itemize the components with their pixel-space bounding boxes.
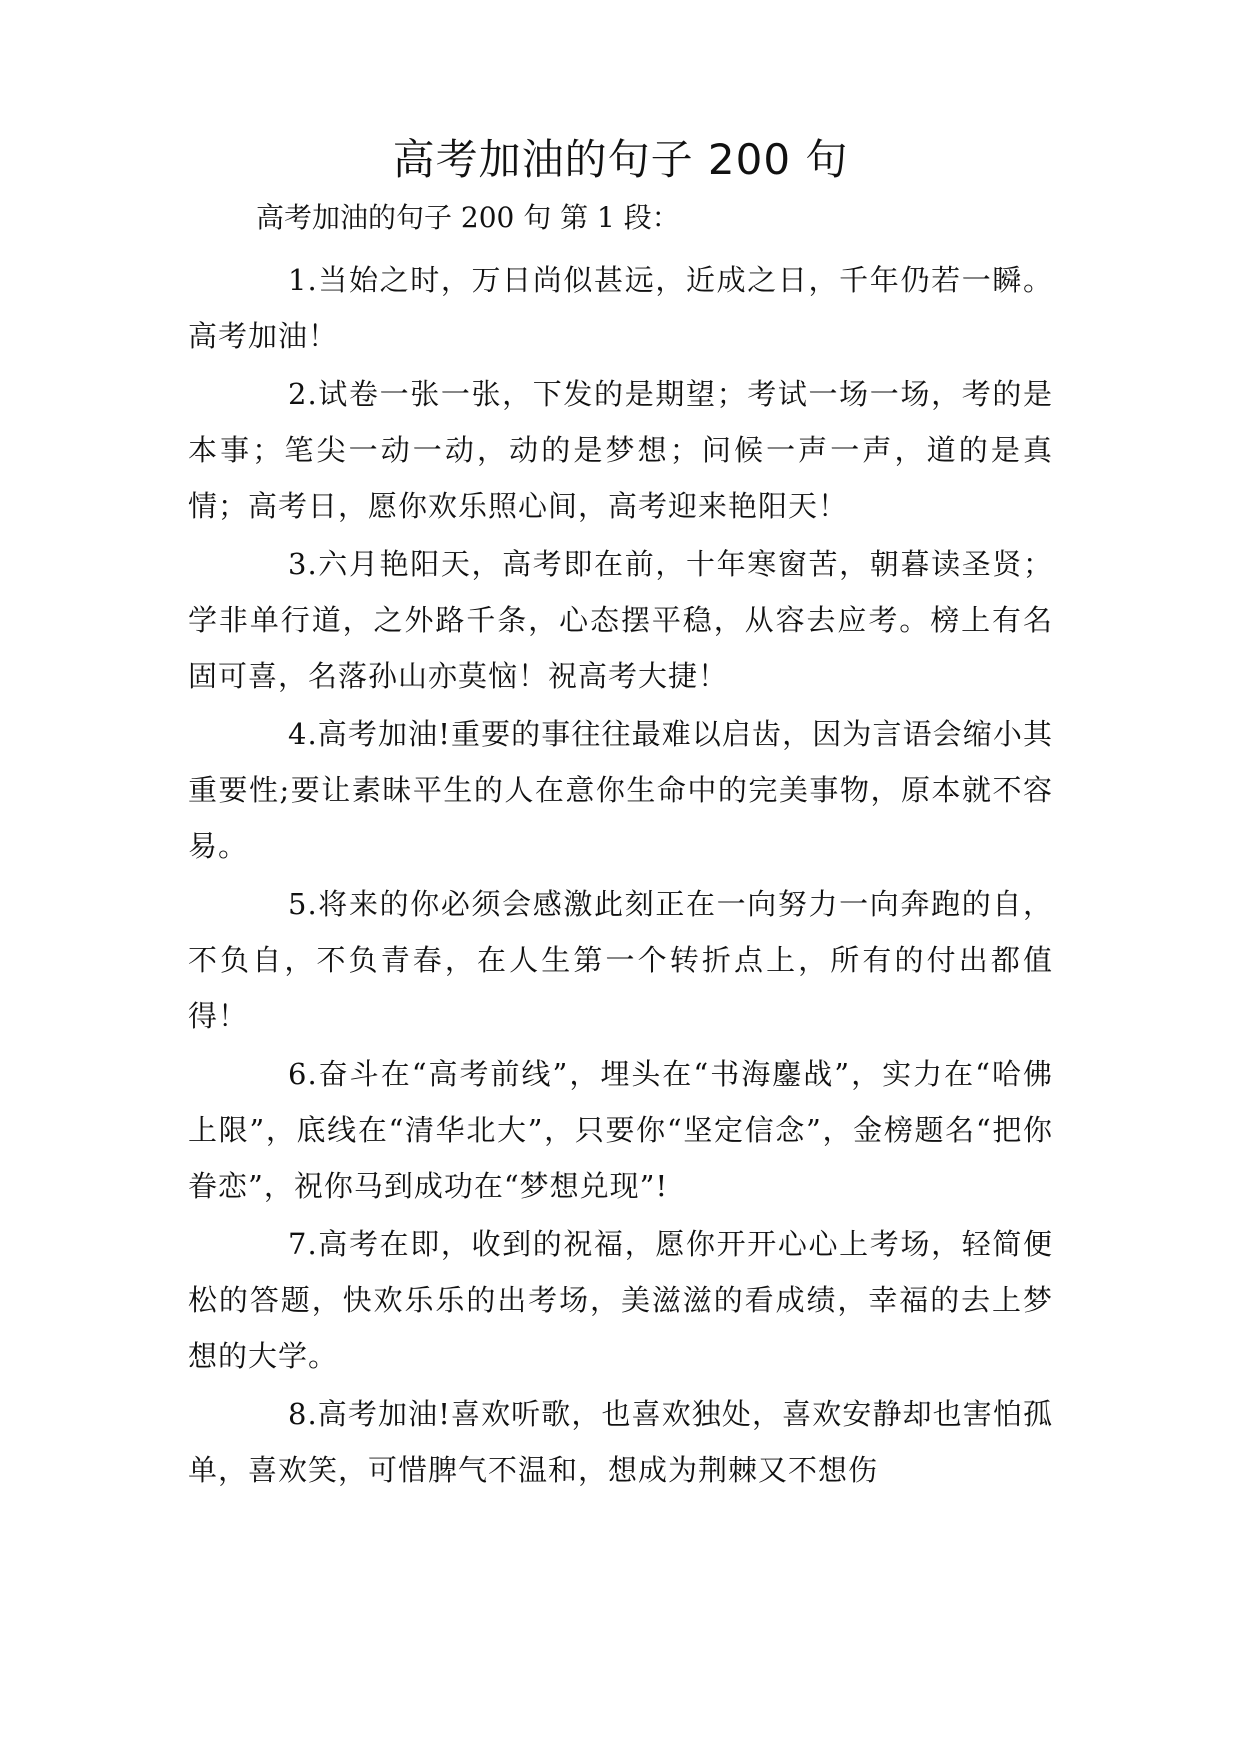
paragraph-7: 7.高考在即，收到的祝福，愿你开开心心上考场，轻简便松的答题，快欢乐乐的出考场，美滋滋的看成绩，幸福的去上梦想的大学。	[188, 1227, 1053, 1373]
paragraph-8: 8.高考加油!喜欢听歌，也喜欢独处，喜欢安静却也害怕孤单，喜欢笑，可惜脾气不温和，想成为荆棘又不想伤	[188, 1397, 1053, 1487]
paragraph-1: 1.当始之时，万日尚似甚远，近成之日，千年仍若一瞬。高考加油！	[188, 263, 1053, 353]
section-heading: 高考加油的句子 200 句 第 1 段：	[256, 201, 680, 234]
paragraph-5: 5.将来的你必须会感激此刻正在一向努力一向奔跑的自，不负自，不负青春，在人生第一个转折点上，所有的付出都值得！	[188, 887, 1053, 1033]
document-title: 高考加油的句子 200 句	[392, 135, 849, 184]
paragraph-4: 4.高考加油!重要的事往往最难以启齿，因为言语会缩小其重要性;要让素昧平生的人在意你生命中的完美事物，原本就不容易。	[188, 717, 1053, 863]
document-page	[188, 130, 1053, 1500]
paragraph-2: 2.试卷一张一张，下发的是期望；考试一场一场，考的是本事；笔尖一动一动，动的是梦想；问候一声一声，道的是真情；高考日，愿你欢乐照心间，高考迎来艳阳天！	[188, 377, 1053, 523]
paragraph-3: 3.六月艳阳天，高考即在前，十年寒窗苦，朝暮读圣贤；学非单行道，之外路千条，心态摆平稳，从容去应考。榜上有名固可喜，名落孙山亦莫恼！祝高考大捷！	[188, 547, 1053, 693]
paragraph-6: 6.奋斗在“高考前线”，埋头在“书海鏖战”，实力在“哈佛上限”，底线在“清华北大”，只要你“坚定信念”，金榜题名“把你眷恋”，祝你马到成功在“梦想兑现”!	[188, 1057, 1053, 1203]
